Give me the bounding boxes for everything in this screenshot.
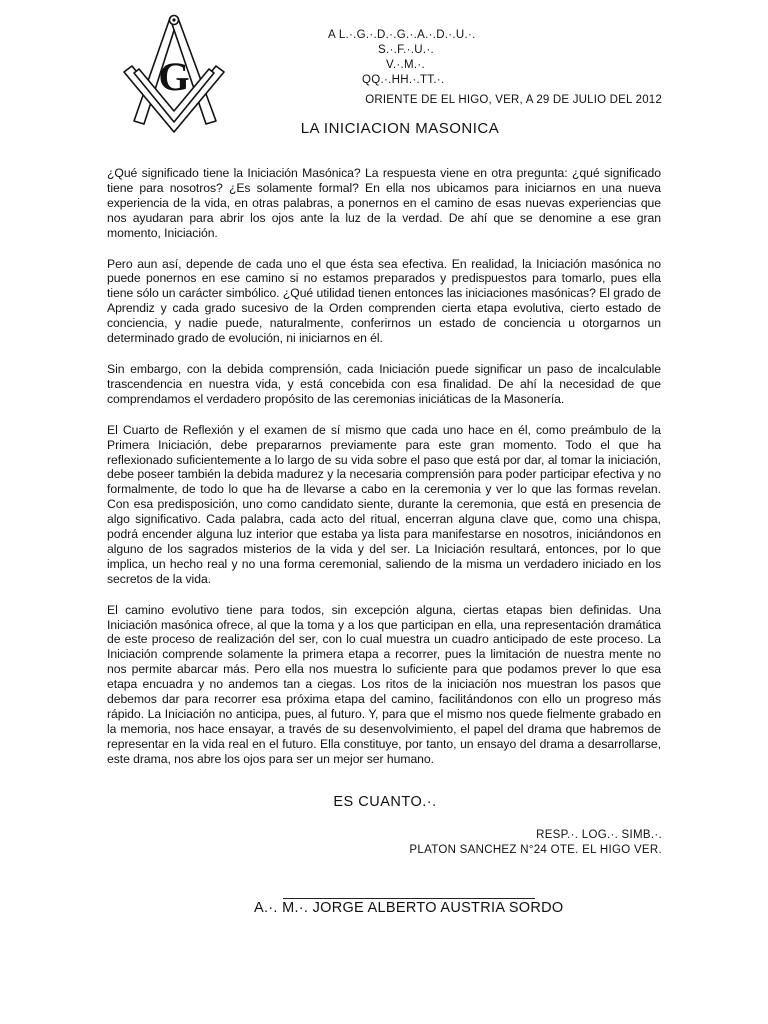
document-title: LA INICIACION MASONICA — [300, 120, 500, 137]
body-text — [107, 166, 661, 783]
paragraph: El camino evolutivo tiene para todos, sin excepción alguna, ciertas etapas bien definidas. Una Iniciación masónica ofrece, al que la toma y a los que participan en ella, una representación dramática de este proceso de realización del ser, con lo cual muestra un cuadro anticipado de este proceso. La Iniciación comprende solamente la primera etapa a recorrer, pues la limitación de nuestra mente no nos permite abarcar más. Pero ella nos muestra lo suficiente para que podamos prever lo que esa etapa encuadra y no andemos tan a ciegas. Los ritos de la iniciación nos muestran los pasos que debemos dar para recorrer esa próxima etapa del camino, facilitándonos con ello un progreso más rápido. La Iniciación no anticipa, pues, al futuro. Y, para que el mismo nos quede fielmente grabado en la memoria, nos hace ensayar, a través de su desenvolvimiento, el papel del drama que habremos de representar en la vida real en el futuro. Ella constituye, por tanto, un ensayo del drama a desarrollarse, este drama, nos abre los ojos para ser un mejor ser humano. — [107, 602, 661, 766]
emblem-letter: G — [158, 54, 190, 99]
lodge-address — [330, 828, 662, 858]
paragraph: El Cuarto de Reflexión y el examen de sí mismo que cada uno hace en él, como preámbulo de la Primera Iniciación, debe prepararnos previamente para este gran momento. Todo el que ha reflexionado suficientemente a lo largo de su vida sobre el paso que está por dar, al tomar la iniciación, debe poseer también la debida madurez y la necesaria comprensión para poder participar efectiva y no formalmente, de todo lo que ha de llevarse a cabo en la ceremonia y ver lo que las formas revelan. Con esa predisposición, uno como candidato siente, durante la ceremonia, que está en presencia de algo significativo. Cada palabra, cada acto del ritual, encerran alguna clave que, como una chispa, podrá encender alguna luz interior que estaba ya lista para manifestarse en nosotros, iniciándonos en alguno de los sagrados misterios de la vida y del ser. La Iniciación resultará, entonces, por lo que implica, un hecho real y no una forma ceremonial, saliendo de la misma un verdadero iniciado en los secretos de la vida. — [107, 422, 661, 586]
address-line: RESP.·. LOG.·. SIMB.·. — [536, 829, 662, 841]
closing-phrase: ES CUANTO.·. — [333, 794, 437, 810]
signature-name: A.·. M.·. JORGE ALBERTO AUSTRIA SORDO — [254, 900, 564, 916]
paragraph: ¿Qué significado tiene la Iniciación Masónica? La respuesta viene en otra pregunta: ¿qué significado tiene para nosotros? ¿Es solamente formal? En ella nos ubicamos para iniciarnos en una nueva experiencia de la vida, en otras palabras, a ponernos en el camino de esas nuevas experiencias que nos ayudaran para abrir los ojos ante la luz de la verdad. De ahí que se denomine a ese gran momento, Iniciación. — [107, 166, 661, 240]
heading-line: QQ.·.HH.·.TT.·. — [362, 74, 445, 86]
paragraph: Pero aun así, depende de cada uno el que ésta sea efectiva. En realidad, la Iniciación masónica no puede ponernos en ese camino si no estamos preparados y predispuestos para tomarlo, pues ella tiene sólo un carácter simbólico. ¿Qué utilidad tienen entonces las iniciaciones masónicas? El grado de Aprendiz y cada grado sucesivo de la Orden comprenden cierta etapa evolutiva, cierto estado de conciencia, y nadie puede, naturalmente, conferirnos un estado de conciencia u otorgarnos un determinado grado de evolución, ni iniciarnos en él. — [107, 256, 661, 346]
address-line: PLATON SANCHEZ N°24 OTE. EL HIGO VER. — [409, 844, 662, 856]
heading-line: A L.·.G.·.D.·.G.·.A.·.D.·.U.·. — [328, 29, 476, 41]
signature-line — [283, 898, 535, 899]
square-and-compass-icon — [120, 12, 228, 134]
heading-line: V.·.M.·. — [386, 59, 426, 71]
heading-line: S.·.F.·.U.·. — [378, 44, 434, 56]
paragraph: Sin embargo, con la debida comprensión, cada Iniciación puede significar un paso de incalculable trascendencia en nuestra vida, y está concebida con esa finalidad. De ahí la necesidad de que comprendamos el verdadero propósito de las ceremonias iniciáticas de la Masonería. — [107, 361, 661, 406]
lodge-heading — [300, 28, 500, 88]
place-and-date: ORIENTE DE EL HIGO, VER, A 29 DE JULIO DEL 2012 — [365, 94, 662, 106]
